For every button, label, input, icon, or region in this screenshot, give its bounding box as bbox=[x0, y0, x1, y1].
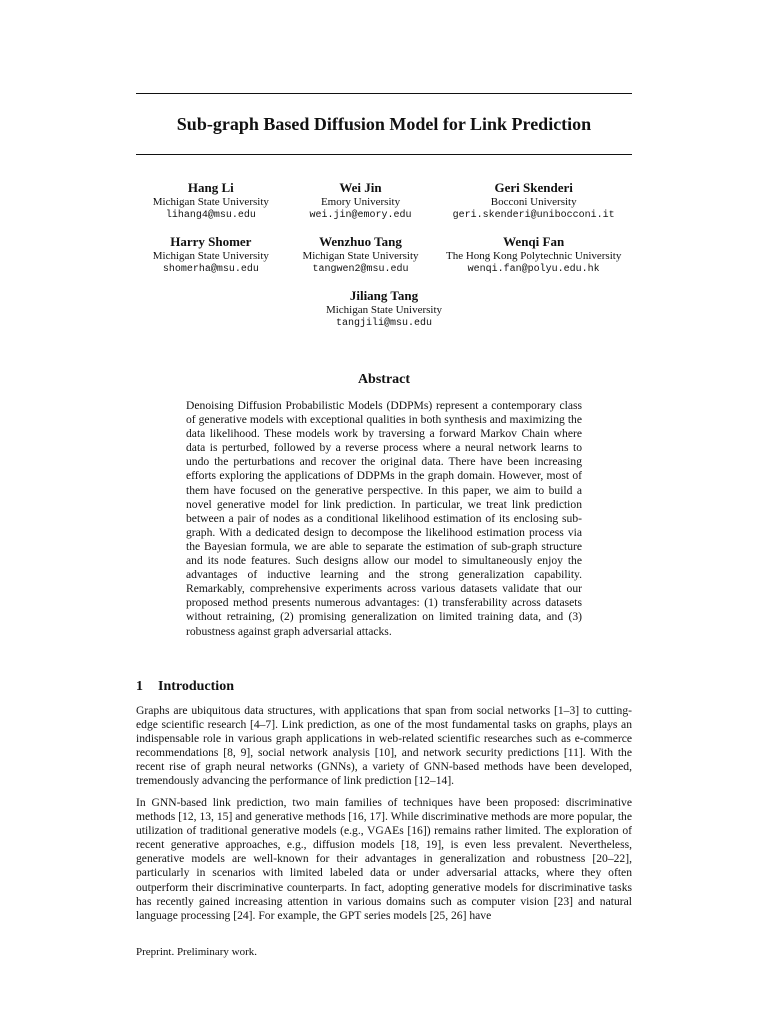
body-paragraph: In GNN-based link prediction, two main families of techniques have been proposed: discriminative methods [12, 13, 15] and generative methods [16, 17]. While discriminative methods are more popular, the utilization of traditional generative models (e.g., VGAEs [16]) remains rather limited. The exploration of recent generative approaches, e.g., diffusion models [18, 19], is even less prevalent. Nevertheless, generative models are well-known for their advantages in generalization and robustness [20–22], particularly in scenarios with limited labeled data or under adversarial attacks, where they often outperform their discriminative counterparts. In fact, adopting generative models for discriminative tasks has recently gained increasing attention in various domains such as computer vision [23] and natural language processing [24]. For example, the GPT series models [25, 26] have bbox=[136, 796, 632, 922]
author-name: Wei Jin bbox=[339, 180, 382, 195]
author-row bbox=[136, 288, 632, 331]
author-affiliation: Bocconi University bbox=[490, 196, 577, 208]
author-email: wenqi.fan@polyu.edu.hk bbox=[467, 264, 600, 275]
author-name: Jiliang Tang bbox=[349, 288, 419, 303]
author-name: Wenqi Fan bbox=[503, 234, 565, 249]
author-entry bbox=[286, 234, 436, 277]
author-entry bbox=[435, 180, 632, 223]
section-heading bbox=[136, 678, 234, 696]
title-top-rule bbox=[136, 93, 632, 94]
author-row bbox=[136, 180, 632, 223]
author-entry bbox=[318, 288, 450, 331]
preprint-footer: Preprint. Preliminary work. bbox=[136, 946, 257, 958]
paper-title: Sub-graph Based Diffusion Model for Link Prediction bbox=[176, 114, 592, 134]
author-name: Wenzhuo Tang bbox=[319, 234, 402, 249]
author-entry bbox=[435, 234, 632, 277]
author-affiliation: Michigan State University bbox=[302, 250, 419, 262]
author-name: Harry Shomer bbox=[170, 234, 252, 249]
author-name: Geri Skenderi bbox=[494, 180, 573, 195]
author-affiliation: Michigan State University bbox=[325, 304, 443, 316]
author-affiliation: The Hong Kong Polytechnic University bbox=[445, 250, 622, 262]
author-entry bbox=[136, 180, 286, 223]
author-block bbox=[136, 180, 632, 342]
author-email: lihang4@msu.edu bbox=[165, 210, 256, 221]
author-row bbox=[136, 234, 632, 277]
author-email: wei.jin@emory.edu bbox=[309, 210, 412, 221]
body-paragraph: Graphs are ubiquitous data structures, with applications that span from social networks [1–3] to cutting-edge scientific research [4–7]. Link prediction, as one of the most fundamental tasks on graphs, plays an indispensable role in various graph applications in web-related scientific researches such as e-commerce recommendations [8, 9], social network analysis [10], and network security predictions [11]. With the recent rise of graph neural networks (GNNs), a variety of GNN-based methods have been developed, tremendously advancing the performance of link prediction [12–14]. bbox=[136, 704, 632, 788]
author-name: Hang Li bbox=[187, 180, 234, 195]
author-entry bbox=[136, 234, 286, 277]
author-email: tangjili@msu.edu bbox=[335, 318, 432, 329]
author-affiliation: Emory University bbox=[320, 196, 401, 208]
section-title: Introduction bbox=[158, 679, 234, 694]
author-affiliation: Michigan State University bbox=[152, 196, 269, 208]
author-email: shomerha@msu.edu bbox=[162, 264, 259, 275]
section-number: 1 bbox=[136, 679, 143, 694]
author-affiliation: Michigan State University bbox=[152, 250, 269, 262]
author-email: geri.skenderi@unibocconi.it bbox=[452, 210, 615, 221]
abstract-heading: Abstract bbox=[357, 372, 411, 387]
author-email: tangwen2@msu.edu bbox=[312, 264, 409, 275]
author-entry bbox=[286, 180, 436, 223]
abstract-text: Denoising Diffusion Probabilistic Models (DDPMs) represent a contemporary class of generative models with exceptional qualities in both synthesis and maximizing the data likelihood. These models work by traversing a forward Markov Chain where data is perturbed, followed by a reverse process where a neural network learns to undo the perturbations and recover the original data. There have been increasing efforts exploring the applications of DDPMs in the graph domain. However, most of them have focused on the generative perspective. In this paper, we aim to build a novel generative model for link prediction. In particular, we treat link prediction between a pair of nodes as a conditional likelihood estimation of its enclosing sub-graph. With a dedicated design to decompose the likelihood estimation process via the Bayesian formula, we are able to separate the estimation of sub-graph structure and its node features. Such designs allow our model to simultaneously enjoy the advantages of inductive learning and the strong generalization capability. Remarkably, comprehensive experiments across various datasets validate that our proposed method presents numerous advantages: (1) transferability across datasets without retraining, (2) promising generalization on limited training data, and (3) robustness against graph adversarial attacks. bbox=[186, 399, 582, 638]
title-bottom-rule bbox=[136, 154, 632, 155]
